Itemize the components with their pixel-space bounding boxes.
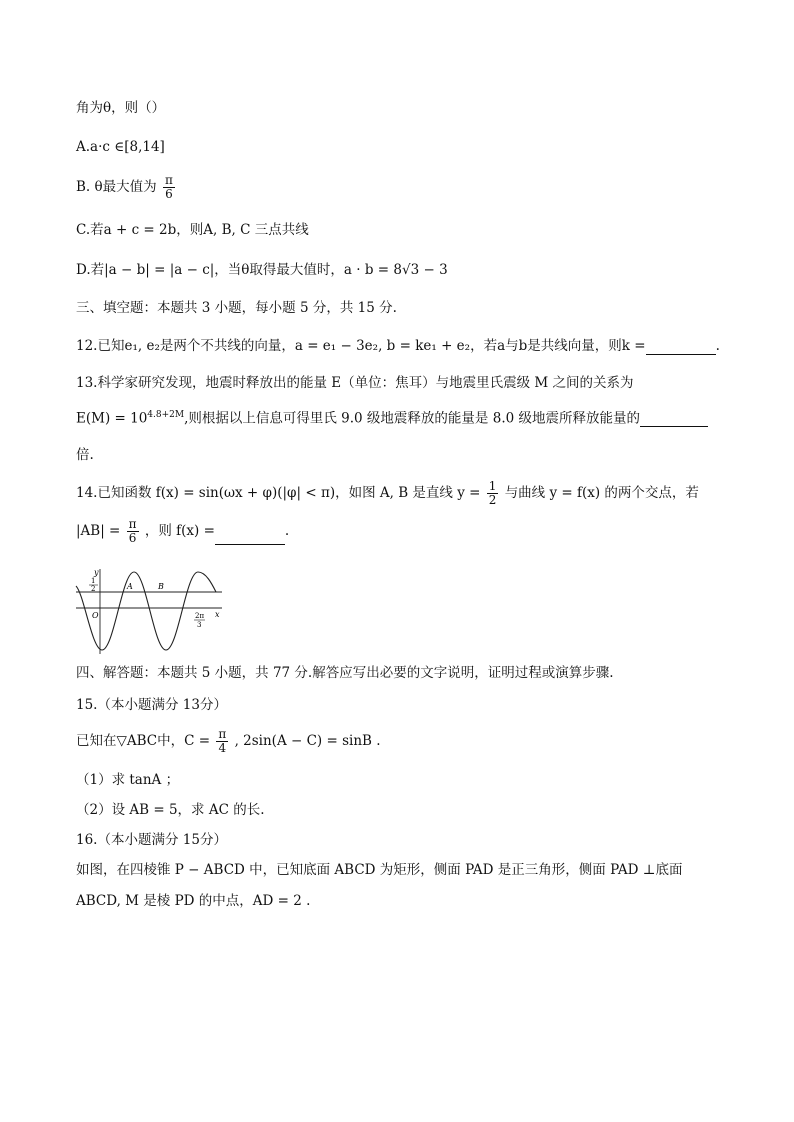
question-15-part-2: （2）设 AB = 5，求 AC 的长.	[76, 802, 265, 818]
option-b	[76, 174, 177, 201]
question-16-stem-2: ABCD, M 是棱 PD 的中点，AD = 2 .	[76, 893, 311, 909]
point-b-label: B	[158, 582, 164, 591]
question-13-line-1: 13.科学家研究发现，地震时释放出的能量 E（单位：焦耳）与地震里氏震级 M 之间的关系为	[76, 375, 634, 391]
question-13-line-3: 倍.	[76, 447, 94, 463]
answer-blank-14	[215, 530, 285, 545]
point-a-label: A	[127, 582, 133, 591]
question-15-header: 15.（本小题满分 13分）	[76, 697, 227, 713]
tick-den: 3	[197, 621, 202, 629]
option-a: A.a·c ∈[8,14]	[76, 139, 165, 155]
question-15-part-1: （1）求 tanA ；	[76, 772, 180, 788]
section-3-heading: 三、填空题：本题共 3 小题，每小题 5 分，共 15 分.	[76, 300, 397, 316]
x-axis-label: x	[215, 610, 220, 619]
half-den: 2	[91, 585, 96, 593]
question-14-line-1: 14.已知函数 f(x) = sin(ωx + φ)(|φ| < π)，如图 A, B 是直线 y = $\frac{1}{2}$ 与曲线 y = f(x) 的两个交点，若	[76, 479, 699, 508]
option-b-text: B. θ最大值为	[76, 179, 157, 196]
origin-label: O	[92, 611, 99, 620]
question-16-header: 16.（本小题满分 15分）	[76, 832, 227, 848]
answer-blank-12	[646, 340, 716, 355]
option-d: D.若|a − b| = |a − c|，当θ取得最大值时，a · b = 8√3 − 3	[76, 262, 448, 278]
option-c: C.若a + c = 2b，则A, B, C 三点共线	[76, 222, 309, 238]
question-12: 12.已知e₁, e₂是两个不共线的向量，a = e₁ − 3e₂, b = ke₁ + e₂，若a与b是共线向量，则k = .	[76, 338, 720, 354]
question-11-stem: 角为θ，则（）	[76, 100, 166, 116]
section-4-heading: 四、解答题：本题共 5 小题，共 77 分.解答应写出必要的文字说明，证明过程或演算步骤.	[76, 665, 614, 681]
question-13-line-2: $E(M) = 10^{4.8+2M}$,则根据以上信息可得里氏 9.0 级地震释放的能量是 8.0 级地震所释放能量的	[76, 410, 708, 427]
half-num: 1	[91, 577, 96, 585]
question-16-stem-1: 如图，在四棱锥 P − ABCD 中，已知底面 ABCD 为矩形，侧面 PAD 是正三角形，侧面 PAD ⊥底面	[76, 862, 683, 878]
fraction-pi-four: $\frac{\pi}{4}$	[218, 727, 227, 756]
option-b-fraction: $\frac{\pi}{6}$	[164, 173, 173, 202]
fraction-one-half: $\frac{1}{2}$	[488, 479, 497, 508]
question-14-line-2: |AB| = $\frac{\pi}{6}$ ，则 f(x) = .	[76, 517, 290, 546]
question-15-stem: 已知在▽ABC中，C = $\frac{\pi}{4}$ , 2sin(A − C) = sinB .	[76, 727, 381, 756]
tick-num: 2π	[195, 612, 205, 620]
sine-graph	[74, 566, 224, 656]
y-axis-label: y	[94, 568, 99, 577]
answer-blank-13	[640, 412, 708, 427]
exponent: 4.8+2M	[147, 410, 185, 420]
fraction-pi-six: $\frac{\pi}{6}$	[128, 517, 137, 546]
